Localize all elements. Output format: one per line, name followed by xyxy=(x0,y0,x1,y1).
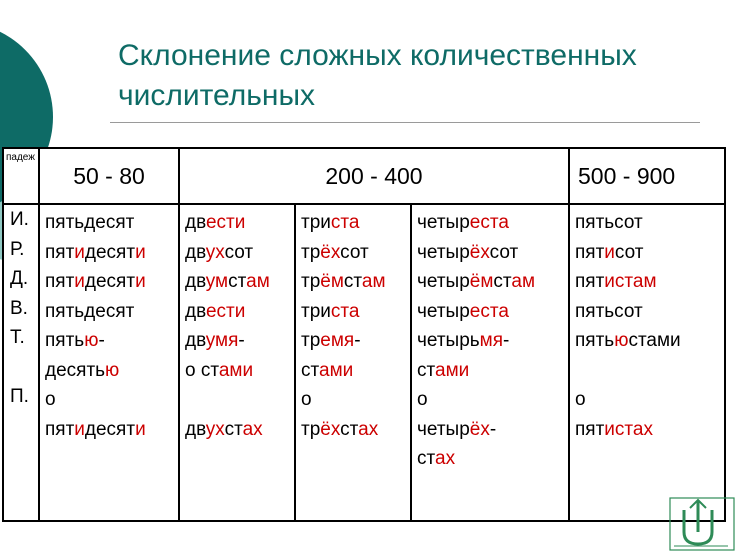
word-stem: десят xyxy=(84,271,136,292)
word-ending: ами xyxy=(435,359,470,381)
word-ending: ах xyxy=(242,418,263,440)
word-ending: и xyxy=(135,418,146,440)
word-form-line xyxy=(185,385,294,415)
word-form-line xyxy=(185,326,294,356)
word-stem: ст xyxy=(417,448,435,469)
word-ending: ист xyxy=(604,271,633,292)
word-ending: ам xyxy=(246,271,270,292)
word-stem: дв xyxy=(185,212,206,233)
word-stem: ст xyxy=(493,271,512,292)
word-stem: ст xyxy=(228,271,247,292)
word-ending: ст xyxy=(330,300,349,322)
word-ending: умя xyxy=(205,330,239,351)
word-form-line xyxy=(45,208,178,238)
word-form-line xyxy=(575,385,724,415)
word-ending: ах xyxy=(435,448,456,469)
word-ending: ёх xyxy=(469,241,490,263)
word-ending: ест xyxy=(205,300,235,322)
word-ending: ам xyxy=(632,271,657,292)
title-divider xyxy=(110,122,700,123)
column-50-80 xyxy=(39,204,179,521)
word-form-line xyxy=(417,238,568,268)
word-stem: о xyxy=(45,389,56,410)
case-label xyxy=(10,353,38,383)
word-ending: и xyxy=(234,212,246,233)
word-ending: ю xyxy=(84,330,99,351)
case-label: И. xyxy=(10,209,29,230)
word-form-line xyxy=(301,385,410,415)
word-stem: о ст xyxy=(185,359,219,381)
word-form-line xyxy=(185,297,294,327)
word-stem: четыр xyxy=(417,271,470,292)
word-stem: дв xyxy=(185,271,206,292)
word-stem: пятьсот xyxy=(575,212,643,233)
word-form-line xyxy=(301,267,410,297)
word-form-line xyxy=(575,297,724,327)
word-ending: а xyxy=(498,300,509,322)
word-ending: и xyxy=(604,241,615,263)
word-ending: ам xyxy=(511,271,536,292)
word-ending: ст xyxy=(330,212,349,233)
case-label: Т. xyxy=(10,327,25,348)
word-form-line xyxy=(45,356,178,386)
word-form-line xyxy=(417,356,568,386)
word-form-line xyxy=(301,297,410,327)
word-ending: ю xyxy=(105,359,120,381)
word-form-line xyxy=(575,356,724,386)
body-row xyxy=(3,204,725,521)
word-stem: сот xyxy=(340,241,369,263)
word-stem: дв xyxy=(185,300,206,322)
word-form-line xyxy=(45,297,178,327)
word-stem: пятьдесят xyxy=(45,300,135,322)
word-stem: десят xyxy=(84,241,136,263)
word-ending: и xyxy=(74,418,85,440)
word-ending: а xyxy=(498,212,509,233)
word-ending: и xyxy=(135,241,146,263)
case-label: Д. xyxy=(10,268,29,289)
word-form-line xyxy=(185,356,294,386)
word-stem: десять xyxy=(45,359,106,381)
word-ending: а xyxy=(348,212,360,233)
case-label: П. xyxy=(10,386,29,407)
word-ending: ём xyxy=(469,271,494,292)
word-stem: тр xyxy=(301,271,321,292)
column-500-900 xyxy=(569,204,725,521)
word-stem: ст xyxy=(343,271,362,292)
word-stem: - xyxy=(503,330,510,351)
word-ending: ух xyxy=(205,418,225,440)
word-form-line xyxy=(185,208,294,238)
word-stem: ст xyxy=(417,359,435,381)
word-stem: десят xyxy=(84,418,136,440)
word-stem: пят xyxy=(575,241,605,263)
word-form-line xyxy=(417,444,568,474)
word-form-line xyxy=(575,208,724,238)
word-ending: ами xyxy=(218,359,254,381)
column-300 xyxy=(295,204,411,521)
word-ending: ёх xyxy=(320,418,341,440)
word-ending: а xyxy=(348,300,360,322)
word-ending: ю xyxy=(614,330,629,351)
word-ending: ём xyxy=(320,271,344,292)
word-form-line xyxy=(575,238,724,268)
word-stem: о xyxy=(575,389,586,410)
word-stem: три xyxy=(301,212,331,233)
slide-title: Склонение сложных количественных числительных xyxy=(118,39,637,112)
word-stem: пятьсот xyxy=(575,300,643,322)
word-form-line xyxy=(45,267,178,297)
word-form-line xyxy=(575,326,724,356)
word-stem: пят xyxy=(45,271,75,292)
word-stem: ст xyxy=(340,418,359,440)
word-form-line xyxy=(45,326,178,356)
word-form-line xyxy=(185,238,294,268)
word-form-line xyxy=(417,385,568,415)
word-form-line xyxy=(45,385,178,415)
word-ending: ист xyxy=(604,418,633,440)
header-200-400: 200 - 400 xyxy=(179,148,569,204)
word-stem: сот xyxy=(489,241,519,263)
case-label: В. xyxy=(10,297,28,319)
word-stem: о xyxy=(417,389,428,410)
declension-table xyxy=(2,147,726,522)
word-form-line xyxy=(417,415,568,445)
header-500-900: 500 - 900 xyxy=(569,148,725,204)
word-form-line xyxy=(417,267,568,297)
word-stem: пят xyxy=(575,271,605,292)
word-ending: ами xyxy=(319,359,354,381)
word-form-line xyxy=(185,267,294,297)
word-ending: емя xyxy=(320,330,355,351)
word-ending: ест xyxy=(205,212,235,233)
word-stem: пять xyxy=(45,330,85,351)
case-column xyxy=(3,204,39,521)
word-form-line xyxy=(575,267,724,297)
word-ending: ёх xyxy=(469,418,490,440)
word-stem: пят xyxy=(45,418,75,440)
word-ending: ест xyxy=(469,300,499,322)
word-stem: дв xyxy=(185,330,206,351)
column-400 xyxy=(411,204,569,521)
word-stem: ст xyxy=(224,418,243,440)
word-stem: пять xyxy=(575,330,615,351)
word-stem: - xyxy=(238,330,245,351)
word-stem: сот xyxy=(224,241,254,263)
case-label: Р. xyxy=(10,238,25,260)
word-stem: тр xyxy=(301,418,321,440)
word-stem: тр xyxy=(301,330,321,351)
word-ending: ам xyxy=(361,271,386,292)
word-stem: четыр xyxy=(417,241,470,263)
word-ending: и xyxy=(74,241,85,263)
word-stem: - xyxy=(489,418,497,440)
word-stem: три xyxy=(301,300,331,322)
word-stem: - xyxy=(354,330,361,351)
word-form-line xyxy=(301,326,410,356)
word-ending: ёх xyxy=(320,241,341,263)
header-row xyxy=(3,148,725,204)
word-ending: и xyxy=(74,271,85,292)
word-stem: - xyxy=(98,330,105,351)
logo-icon xyxy=(668,496,736,552)
word-ending: ух xyxy=(205,241,225,263)
word-form-line xyxy=(417,297,568,327)
word-ending: ах xyxy=(358,418,379,440)
word-form-line xyxy=(185,415,294,445)
word-ending: и xyxy=(234,300,246,322)
word-stem: четырь xyxy=(417,330,480,351)
word-ending: и xyxy=(135,271,146,292)
word-stem: о xyxy=(301,389,312,410)
header-50-80: 50 - 80 xyxy=(39,148,179,204)
word-form-line xyxy=(301,208,410,238)
word-stem: пят xyxy=(575,418,605,440)
word-stem: сот xyxy=(614,241,644,263)
word-form-line xyxy=(45,415,178,445)
word-ending: ум xyxy=(205,271,229,292)
word-stem: пят xyxy=(45,241,75,263)
word-stem: дв xyxy=(185,241,206,263)
word-stem: ст xyxy=(301,359,319,381)
word-form-line xyxy=(45,238,178,268)
word-ending: мя xyxy=(479,330,504,351)
word-stem: дв xyxy=(185,418,206,440)
word-form-line xyxy=(417,326,568,356)
header-case-label: падеж xyxy=(3,148,39,204)
word-form-line xyxy=(301,238,410,268)
word-stem: четыр xyxy=(417,418,470,440)
word-stem: четыр xyxy=(417,212,470,233)
word-ending: ест xyxy=(469,212,499,233)
word-ending: ах xyxy=(632,418,653,440)
word-stem: стами xyxy=(628,330,681,351)
word-form-line xyxy=(301,356,410,386)
column-200 xyxy=(179,204,295,521)
word-form-line xyxy=(301,415,410,445)
word-stem: тр xyxy=(301,241,321,263)
word-form-line xyxy=(417,208,568,238)
word-stem: четыр xyxy=(417,300,470,322)
word-form-line xyxy=(575,415,724,445)
word-stem: пятьдесят xyxy=(45,212,135,233)
